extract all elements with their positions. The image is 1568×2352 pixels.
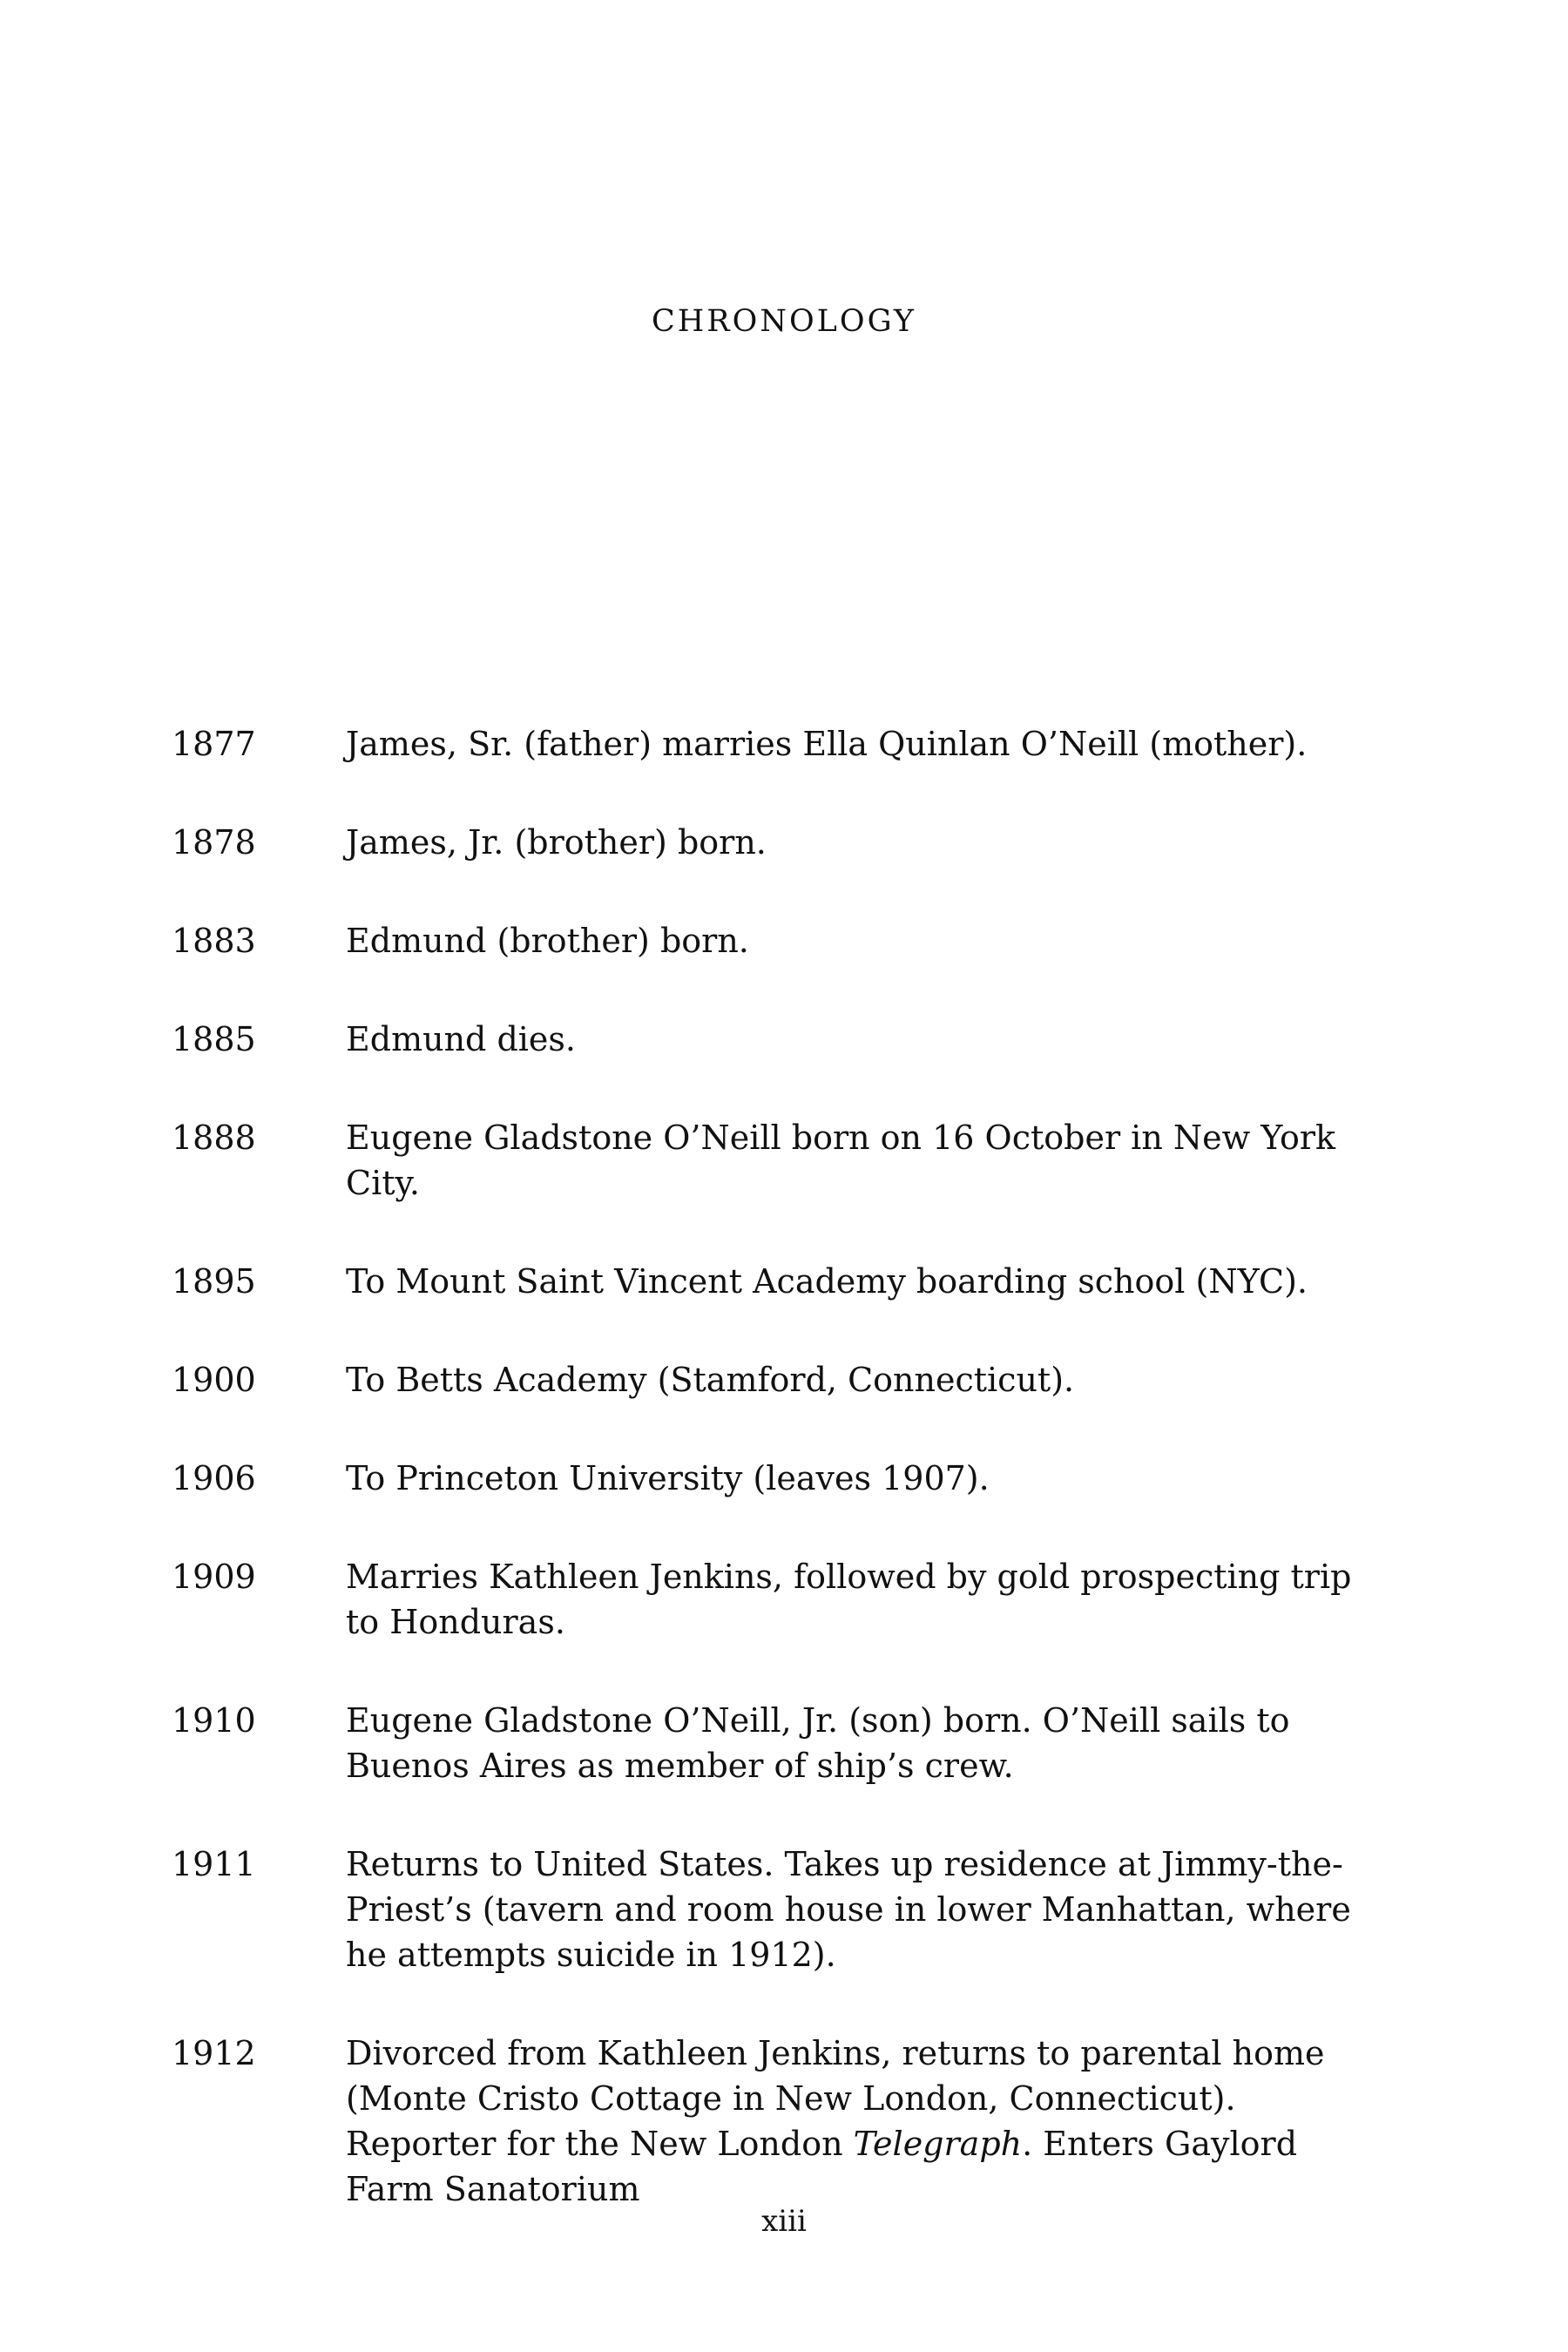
entry-text: Eugene Gladstone O’Neill born on 16 October in New York City. [346, 1119, 1336, 1202]
entry-text: James, Jr. (brother) born. [346, 823, 767, 862]
entry-year: 1909 [172, 1558, 256, 1596]
entry-text [346, 2031, 1374, 2212]
chronology-entry [172, 1357, 1391, 1402]
entry-text: Edmund dies. [346, 1020, 576, 1058]
chronology-entry [172, 1554, 1391, 1645]
entry-year: 1912 [172, 2034, 256, 2072]
entry-year: 1878 [172, 823, 256, 862]
chronology-entry [172, 1698, 1391, 1788]
chronology-entry [172, 1842, 1391, 1977]
entry-year: 1888 [172, 1119, 256, 1157]
chronology-entry [172, 1456, 1391, 1501]
page-number: xiii [761, 2204, 807, 2239]
entry-text: To Betts Academy (Stamford, Connecticut). [346, 1361, 1075, 1399]
chronology-entry [172, 1017, 1391, 1062]
entry-text: To Princeton University (leaves 1907). [346, 1459, 990, 1497]
chronology-list [172, 721, 1391, 2265]
chronology-entry [172, 2031, 1391, 2212]
entry-text: James, Sr. (father) marries Ella Quinlan O’Neill (mother). [346, 725, 1308, 763]
entry-text: Returns to United States. Takes up residence at Jimmy-the-Priest’s (tavern and room house in lower Manhattan, where he attempts suicide in 1912). [346, 1845, 1351, 1974]
chronology-entry [172, 1259, 1391, 1304]
chronology-entry [172, 721, 1391, 767]
entry-text-after: . Enters Gaylord Farm Sanatorium [346, 2125, 1298, 2208]
entry-text: Marries Kathleen Jenkins, followed by gold prospecting trip to Honduras. [346, 1558, 1352, 1641]
entry-year: 1906 [172, 1459, 256, 1497]
entry-year: 1911 [172, 1845, 256, 1883]
chronology-entry [172, 918, 1391, 963]
entry-text: To Mount Saint Vincent Academy boarding school (NYC). [346, 1262, 1308, 1301]
chronology-entry [172, 820, 1391, 865]
entry-year: 1883 [172, 922, 256, 960]
entry-year: 1885 [172, 1020, 256, 1058]
entry-text-before: Divorced from Kathleen Jenkins, returns to parental home (Monte Cristo Cottage in New London, Connecticut). Reporter for the New London [346, 2034, 1325, 2163]
entry-year: 1895 [172, 1262, 256, 1301]
entry-year: 1900 [172, 1361, 256, 1399]
entry-text: Eugene Gladstone O’Neill, Jr. (son) born. O’Neill sails to Buenos Aires as member of ship’s crew. [346, 1701, 1290, 1785]
newspaper-title: Telegraph [853, 2125, 1023, 2163]
entry-year: 1910 [172, 1701, 256, 1740]
entry-text: Edmund (brother) born. [346, 922, 749, 960]
chronology-entry [172, 1115, 1391, 1206]
page-title: CHRONOLOGY [651, 304, 917, 339]
entry-year: 1877 [172, 725, 256, 763]
